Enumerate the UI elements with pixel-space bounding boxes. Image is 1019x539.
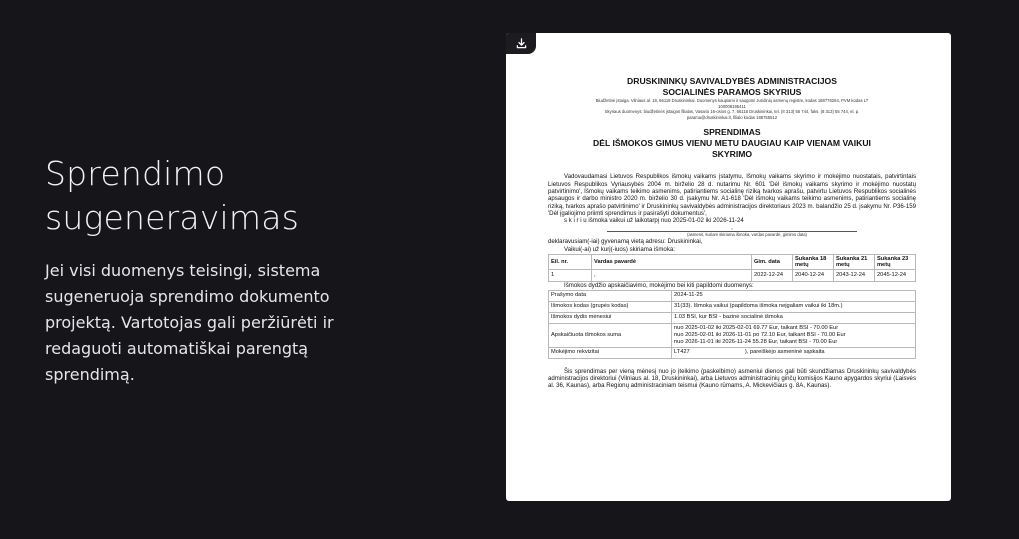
details-table [548,290,916,359]
header-birth: Gim. data [752,254,793,269]
recipient-name-field: , [607,225,857,232]
detail-value: 31(33). Išmoka vaikui (papildoma išmoka neįgaliam vaikui iki 18m.) [672,301,916,312]
calc-line: Išmokos dydžio apskaičiavimo, mokėjimo bei kiti papildomi duomenys: [564,281,754,289]
amount-period-1: nuo 2025-01-02 iki 2025-02-01 69.77 Eur, taikant BSI - 70.00 Eur [674,324,839,331]
detail-label: Prašymo data [549,290,672,301]
table-row [549,269,916,281]
detail-label: Išmokos dydis mėnesiui [549,312,672,323]
table-row [549,347,916,358]
amount-period-2: nuo 2025-02-01 iki 2026-11-01 po 72.10 Eur, taikant BSI - 70.00 Eur [674,331,846,338]
cell-name: , [592,269,752,281]
detail-label: Apskaičiuota išmokos suma [549,323,672,347]
doc-title-1: SPRENDIMAS [703,127,761,138]
org-info-4: parama@druskininkai.lt, filialo kodas 188755512 [686,114,778,120]
cell-birth: 2022-12-24 [752,269,793,281]
org-info-3: Skyriaus duomenys: biudžetinės įstaigos filialas, Vasario 16-osios g. 7, 66118 Druskininkai, tel. (8 313) 55 744, faks. (8 313) 55 744, el. p. [604,109,860,115]
table-header-row [549,254,916,269]
header-21: Sukanka 21 metų [834,254,875,269]
org-name: DRUSKININKŲ SAVIVALDYBĖS ADMINISTRACIJOS [627,76,837,86]
grant-line: s k i r i u išmoka vaikui už laikotarpį nuo 2025-01-02 iki 2026-11-24 [564,217,744,225]
org-info-2: 100006195411 [718,103,746,109]
legal-basis-paragraph: Vadovaudamasi Lietuvos Respublikos išmokų vaikams įstatymu, Išmokų vaikams skyrimo ir mokėjimo nuostatais, patvirtintais Lietuvos Respublikos Vyriausybės 2004 m. birželio 28 d. nutarimu Nr. 601 'Dėl išmokų vaikams skyrimo ir mokėjimo nuostatų patvirtinimo', Išmokų vaikams teikimo asmenims, patiriantiems socialinę riziką tvarkos aprašu, patvirtu Lietuvos Respublikos socialinės apsaugos ir darbo ministro 2020 m. birželio 30 d. įsakymu Nr. A1-618 'Dėl išmokų vaikams teikimo asmenims, patiriantiems socialinę riziką, tvarkos aprašo patvirtinimo' ir Druskininkų savivaldybės administracijos direktoriaus 2023 m. balandžio 25 d. įsakymu Nr. P36-159 'Dėl įgaliojimo priimti sprendimus ir pasirašyti dokumentus', [548,173,916,217]
appeal-paragraph: Šis sprendimas per vieną mėnesį nuo jo įteikimo (paskelbimo) asmeniui dienos gali būti skundžiamas Druskininkų savivaldybės administracijos direktoriui (Vilniaus al. 18, Druskininkai), arba Lietuvos administracinių ginčų komisijos Kauno apygardos skyriui (Laisvės al. 36, Kaunas), arba Regionų administraciniam teismui (Kauno rūmams, A. Mickevičiaus g. 8A, Kaunas). [548,367,916,390]
amount-period-3: nuo 2026-11-01 iki 2026-11-24 55.28 Eur, taikant BSI - 70.00 Eur [674,338,838,345]
declared-address-line: deklaravusiam(-iai) gyvenamą vietą adresu: Druskininkai, [548,237,703,245]
section-description: Jei visi duomenys teisingi, sistema sugeneruoja sprendimo dokumento projektą. Vartotojas gali peržiūrėti ir redaguoti automatiškai parengtą sprendimą. [45,261,334,384]
heading-line-1: Sprendimo [45,154,226,193]
detail-value: 2024-11-25 [672,290,916,301]
children-line: Vaikui(-ai) už kurį(-iuos) skiriama išmoka: [564,245,675,253]
heading-line-2: sugeneravimas [45,198,300,237]
cell-23: 2045-12-24 [875,269,916,281]
intro-panel [45,152,345,388]
header-name: Vardas pavardė [592,254,752,269]
header-18: Sukanka 18 metų [793,254,834,269]
doc-title-3: SKYRIMO [711,149,753,160]
header-nr: Eil. nr. [549,254,592,269]
detail-label: Išmokos kodas (grupės kodas) [549,301,672,312]
cell-21: 2043-12-24 [834,269,875,281]
org-department: SOCIALINĖS PARAMOS SKYRIUS [662,87,802,97]
detail-value: 1.03 BSI, kur BSI - bazinė socialinė išmoka [672,312,916,323]
org-info-1: Biudžetinė įstaiga. Vilniaus al. 18, 66119 Druskininkai. Duomenys kaupiami ir saugomi Juridinių asmenų registre, kodas 188776264, PVM kodas LT [595,98,869,103]
detail-value [672,347,916,358]
document-page [548,76,916,390]
download-icon [516,38,527,49]
section-heading [45,152,345,240]
document-preview [506,33,951,501]
account-suffix: ), pareiškėjo asmeninė sąskaita [744,349,825,356]
account-prefix: LT427 [674,349,690,356]
detail-label: Mokėjimo rekvizitai [549,347,672,358]
table-row [549,312,916,323]
recipient-caption: (asmens, kuriam skiriama išmoka, vardas pavardė, gimimo data) [687,232,807,238]
header-23: Sukanka 23 metų [875,254,916,269]
children-table [548,254,916,282]
download-button[interactable] [506,33,536,54]
doc-title-2: DĖL IŠMOKOS GIMUS VIENU METU DAUGIAU KAIP VIENAM VAIKUI [593,138,871,149]
cell-nr: 1 [549,269,592,281]
table-row [549,290,916,301]
table-row [549,323,916,347]
cell-18: 2040-12-24 [793,269,834,281]
detail-value [672,323,916,347]
table-row [549,301,916,312]
